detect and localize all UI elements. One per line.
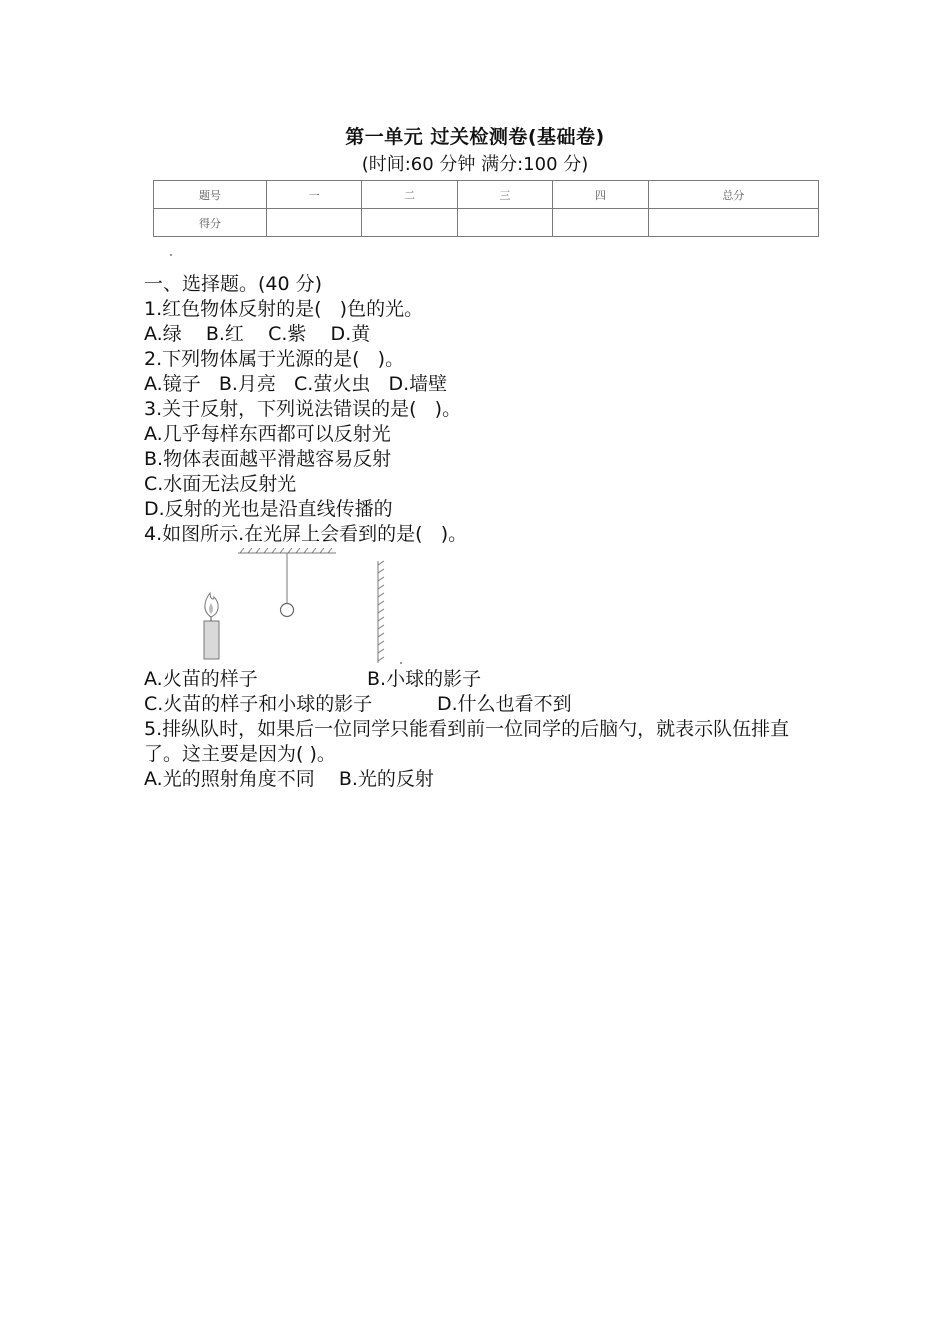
score-input-cell: [267, 209, 362, 237]
ball-icon: [281, 604, 294, 617]
score-cell: 一: [267, 181, 362, 209]
score-table-score-row: [154, 209, 819, 237]
question-3-option-a: A.几乎每样东西都可以反射光: [144, 423, 391, 445]
question-3-stem: 3.关于反射，下列说法错误的是( )。: [144, 398, 462, 420]
question-4-figure: [144, 547, 824, 667]
question-4-option-b: B.小球的影子: [367, 668, 482, 690]
question-3-option-d: D.反射的光也是沿直线传播的: [144, 498, 393, 520]
question-5-stem: 5.排纵队时，如果后一位同学只能看到前一位同学的后脑勺，就表示队伍排直了。这主要是因为( )。: [144, 718, 790, 765]
question-4-stem: 4.如图所示.在光屏上会看到的是( )。: [144, 523, 468, 545]
score-cell: 三: [457, 181, 552, 209]
question-4-option-d: D.什么也看不到: [437, 693, 572, 715]
light-screen-icon: [378, 561, 384, 663]
question-3-option-b: B.物体表面越平滑越容易反射: [144, 448, 392, 470]
stray-mark: [400, 662, 402, 664]
question-4-options-row-1: [144, 667, 824, 692]
exam-title: 第一单元 过关检测卷(基础卷): [345, 126, 605, 148]
question-4-option-c: C.火苗的样子和小球的影子: [144, 693, 373, 715]
exam-subtitle: (时间:60 分钟 满分:100 分): [361, 154, 589, 175]
score-cell: 得分: [154, 209, 267, 237]
question-2-options: A.镜子 B.月亮 C.萤火虫 D.墙壁: [144, 373, 448, 395]
score-cell: 总分: [648, 181, 818, 209]
score-cell: 四: [553, 181, 648, 209]
question-1-options: A.绿 B.红 C.紫 D.黄: [144, 323, 371, 345]
question-content: [144, 272, 824, 792]
ceiling-icon: [238, 548, 336, 553]
score-input-cell: [648, 209, 818, 237]
score-input-cell: [457, 209, 552, 237]
score-table: [153, 180, 819, 237]
stray-mark: [170, 254, 172, 256]
candle-icon: [204, 593, 219, 659]
score-cell: 题号: [154, 181, 267, 209]
section-heading: 一、选择题。(40 分): [144, 273, 323, 295]
question-1-stem: 1.红色物体反射的是( )色的光。: [144, 298, 424, 320]
question-4-option-a: A.火苗的样子: [144, 668, 258, 690]
question-2-stem: 2.下列物体属于光源的是( )。: [144, 348, 405, 370]
question-4-options-row-2: [144, 692, 824, 717]
question-5-options: A.光的照射角度不同 B.光的反射: [144, 768, 434, 790]
score-table-header-row: [154, 181, 819, 209]
score-input-cell: [553, 209, 648, 237]
question-3-option-c: C.水面无法反射光: [144, 473, 297, 495]
score-input-cell: [362, 209, 457, 237]
candle-ball-screen-diagram: [144, 547, 824, 667]
score-cell: 二: [362, 181, 457, 209]
